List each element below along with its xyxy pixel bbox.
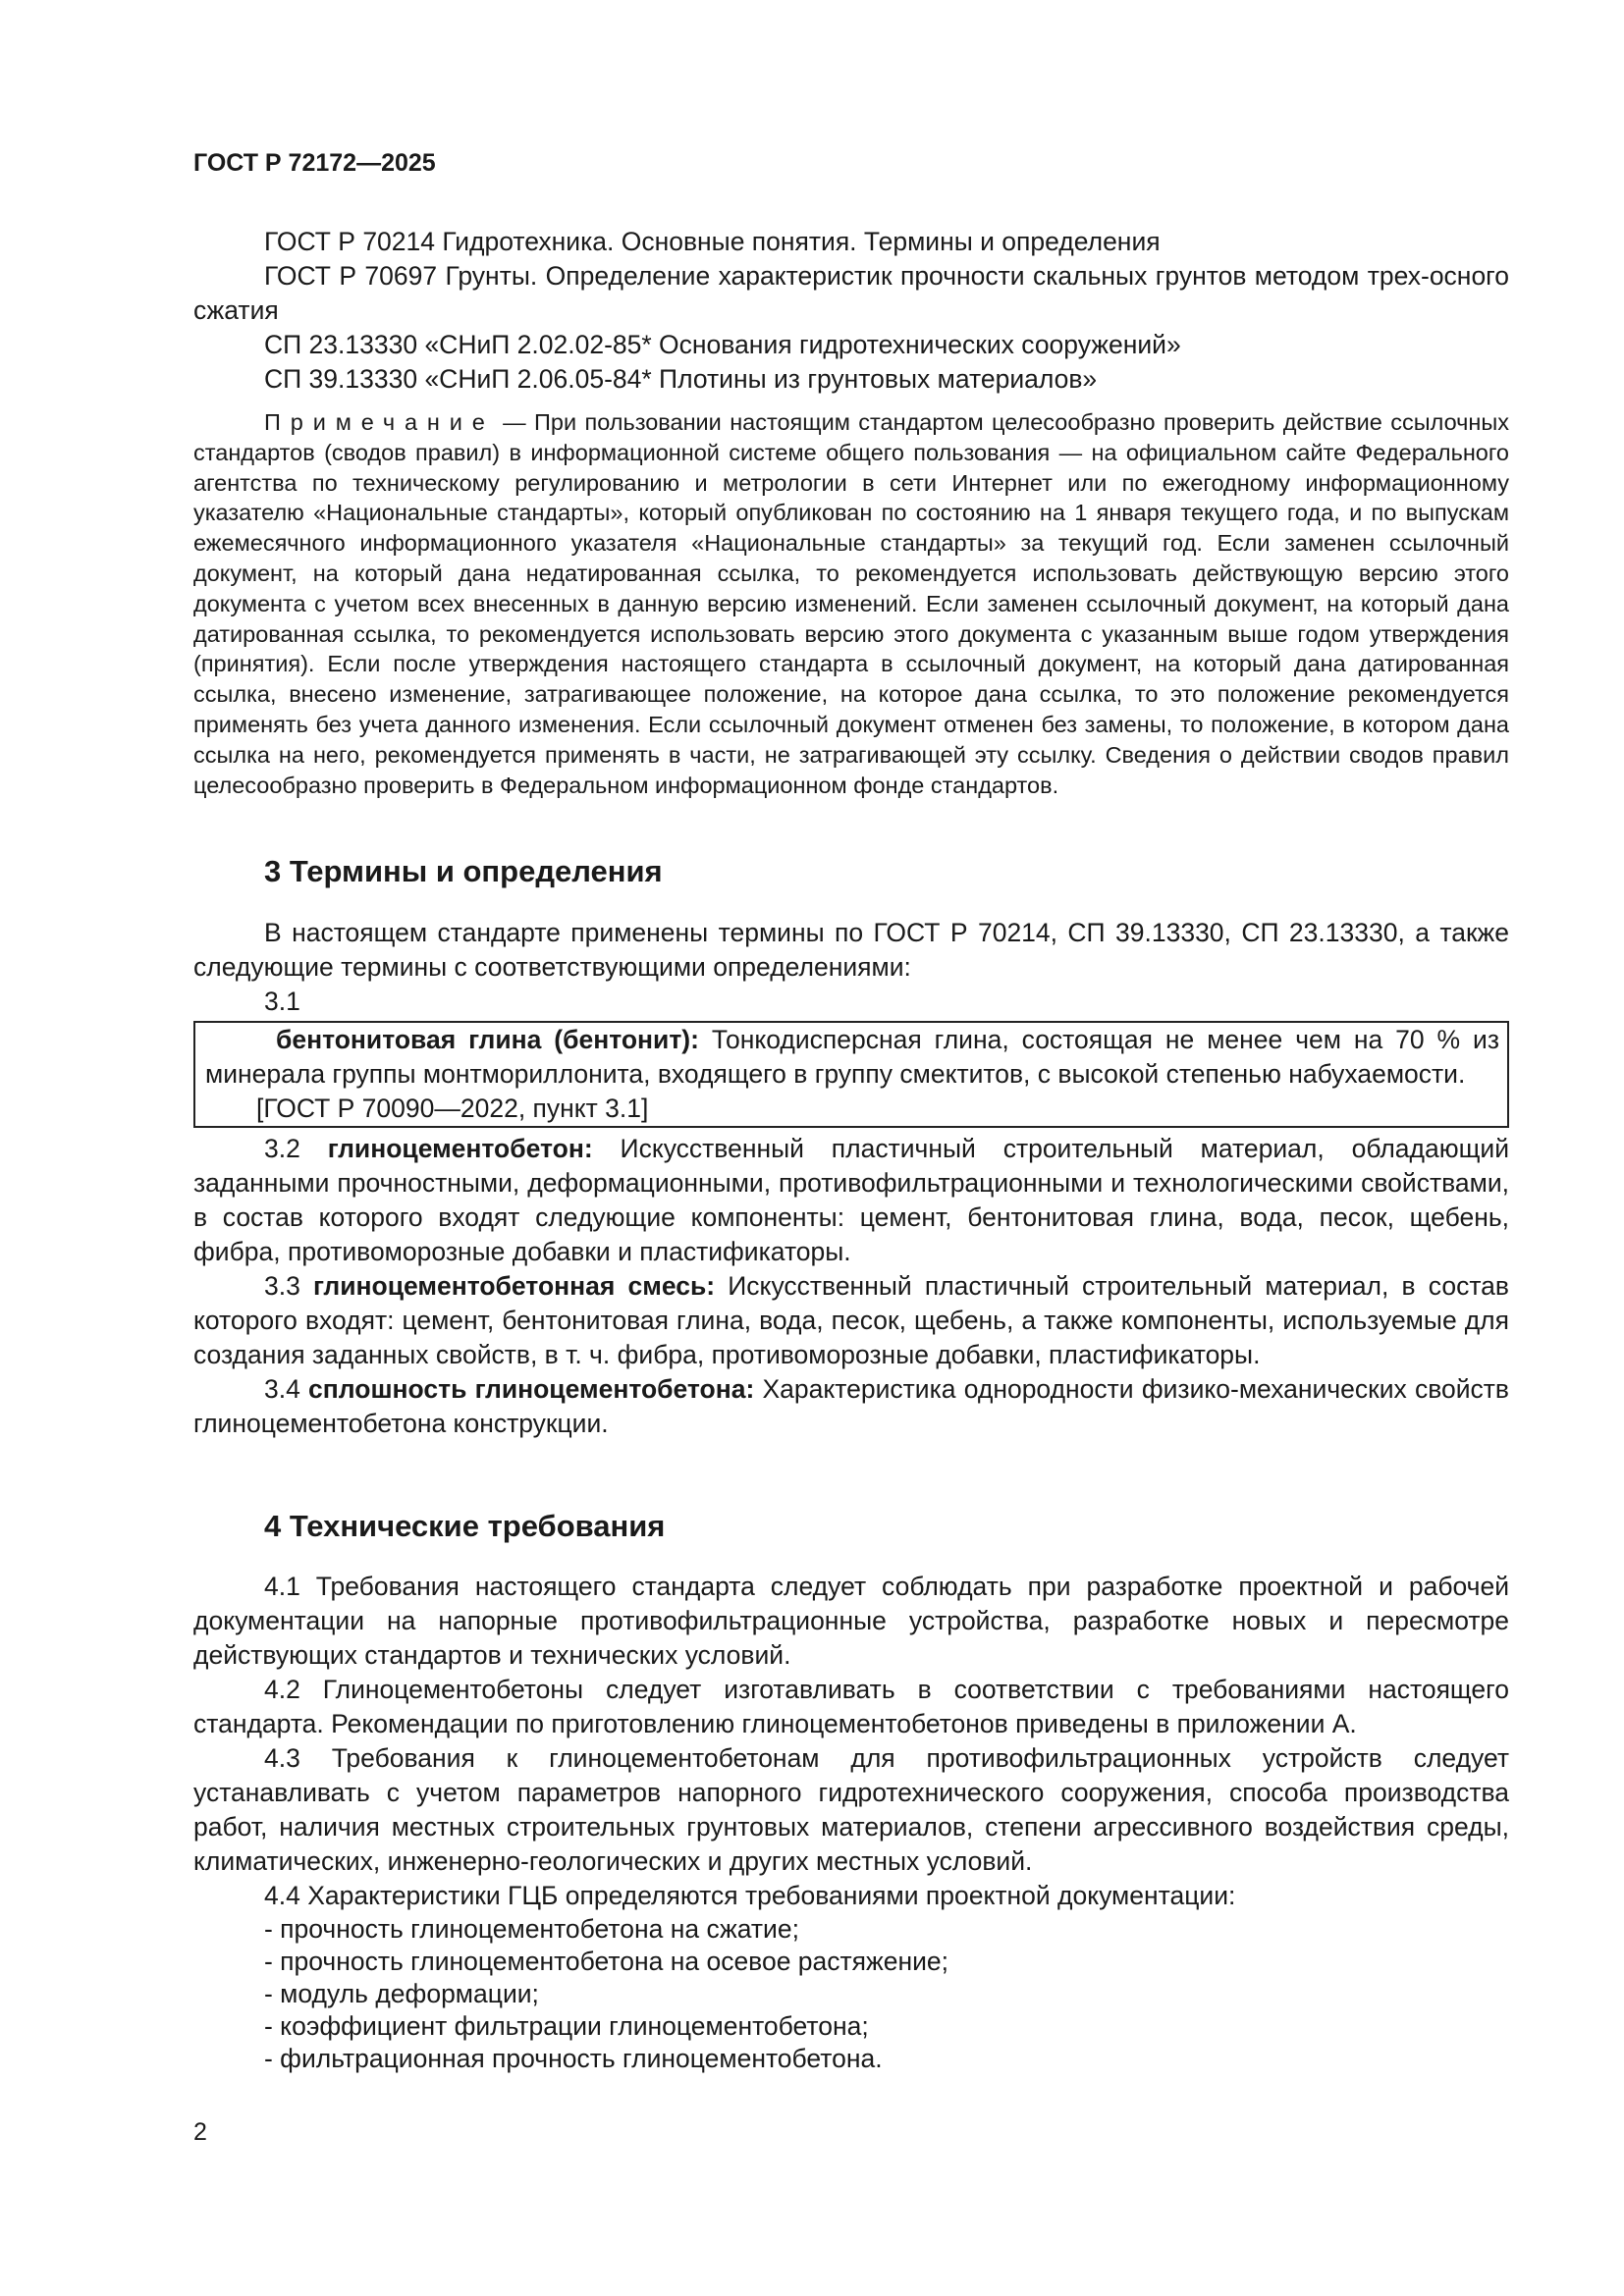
note-text: — При пользовании настоящим стандартом целесообразно проверить действие ссылочных стандартов (сводов правил) в информационной системе общего пользования — на официальном сайте Федерального агентства по техническому регулированию и метрологии в сети Интернет или по ежегодному информационному указателю «Национальные стандарты», который опубликован по состоянию на 1 января текущего года, и по выпускам ежемесячного информационного указателя «Национальные стандарты» за текущий год. Если заменен ссылочный документ, на который дана недатированная ссылка, то рекомендуется использовать действующую версию этого документа с учетом всех внесенных в данную версию изменений. Если заменен ссылочный документ, на который дана датированная ссылка, то рекомендуется использовать версию этого документа с указанным выше годом утверждения (принятия). Если после утверждения настоящего стандарта в ссылочный документ, на который дана датированная ссылка, внесено изменение, затрагивающее положение, на которое дана ссылка, то это положение рекомендуется применять без учета данного изменения. Если ссылочный документ отменен без замены, то положение, в котором дана ссылка на него, рекомендуется применять в части, не затрагивающей эту ссылку. Сведения о действии сводов правил целесообразно проверить в Федеральном информационном фонде стандартов. [193,409,1509,798]
term-3-4-number: 3.4 [264,1374,309,1404]
term-3-3-term: глиноцементобетонная смесь: [313,1271,716,1301]
section-4-title: 4 Технические требования [264,1509,666,1543]
section-3-title: 3 Термины и определения [264,854,663,888]
document-header: ГОСТ Р 72172—2025 [193,149,436,177]
term-3-4-term: сплошность глиноцементобетона: [308,1374,755,1404]
references-note [193,407,1509,800]
list-item: - модуль деформации; [264,1979,539,2008]
reference-item: СП 39.13330 «СНиП 2.06.05-84* Плотины из грунтовых материалов» [264,364,1098,394]
reference-item: ГОСТ Р 70697 Грунты. Определение характеристик прочности скальных грунтов методом трех-осного сжатия [193,261,1509,325]
list-item: - прочность глиноцементобетона на осевое растяжение; [264,1947,949,1976]
term-3-3-definition: Искусственный пластичный строительный материал, в состав которого входят: цемент, бентонитовая глина, вода, песок, щебень, а также компоненты, используемые для создания заданных свойств, в т. ч. фибра, противоморозные добавки, пластификаторы. [193,1271,1509,1369]
term-3-4-definition: Характеристика однородности физико-механических свойств глиноцементобетона конструкции. [193,1374,1510,1438]
list-item: - фильтрационная прочность глиноцементобетона. [264,2044,883,2073]
clause-4-4: 4.4 Характеристики ГЦБ определяются требованиями проектной документации: [264,1881,1236,1910]
term-3-1-number: 3.1 [264,987,300,1016]
term-3-1-box [193,1021,1509,1128]
reference-item: СП 23.13330 «СНиП 2.02.02-85* Основания гидротехнических сооружений» [264,330,1181,359]
term-3-2-number: 3.2 [264,1134,328,1163]
note-label: Примечание [264,409,495,435]
term-3-2-term: глиноцементобетон: [327,1134,593,1163]
section-3-intro: В настоящем стандарте применены термины по ГОСТ Р 70214, СП 39.13330, СП 23.13330, а также следующие термины с соответствующими определениями: [193,918,1509,982]
normative-references [193,225,1509,397]
section-3-body [193,916,1509,1441]
list-item: - коэффициент фильтрации глиноцементобетона; [264,2011,869,2041]
reference-item: ГОСТ Р 70214 Гидротехника. Основные понятия. Термины и определения [264,227,1161,256]
clause-4-2: 4.2 Глиноцементобетоны следует изготавливать в соответствии с требованиями настоящего стандарта. Рекомендации по приготовлению глиноцементобетонов приведены в приложении А. [193,1675,1509,1738]
term-3-4 [193,1372,1509,1441]
term-3-2 [193,1132,1509,1269]
clause-4-1: 4.1 Требования настоящего стандарта следует соблюдать при разработке проектной и рабочей документации на напорные противофильтрационные устройства, разработке новых и пересмотре действующих стандартов и технических условий. [193,1572,1509,1670]
term-3-3-number: 3.3 [264,1271,314,1301]
term-3-1-definition: Тонкодисперсная глина, состоящая не менее чем на 70 % из минерала группы монтмориллонита, входящего в группу смектитов, с высокой степенью набухаемости. [205,1025,1499,1089]
term-3-2-definition: Искусственный пластичный строительный материал, обладающий заданными прочностными, деформационными, противофильтрационными и технологическими свойствами, в состав которого входят следующие компоненты: цемент, бентонитовая глина, вода, песок, щебень, фибра, противоморозные добавки и пластификаторы. [193,1134,1509,1266]
term-3-1-source: [ГОСТ Р 70090—2022, пункт 3.1] [256,1094,649,1123]
term-3-1-term: бентонитовая глина (бентонит): [276,1025,699,1054]
section-4-body [193,1570,1509,2075]
term-3-3 [193,1269,1509,1372]
term-3-1 [205,1023,1499,1092]
clause-4-3: 4.3 Требования к глиноцементобетонам для противофильтрационных устройств следует устанавливать с учетом параметров напорного гидротехнического сооружения, способа производства работ, наличия местных строительных грунтовых материалов, степени агрессивного воздействия среды, климатических, инженерно-геологических и других местных условий. [193,1743,1509,1876]
list-item: - прочность глиноцементобетона на сжатие; [264,1914,799,1944]
page-number: 2 [193,2118,207,2146]
